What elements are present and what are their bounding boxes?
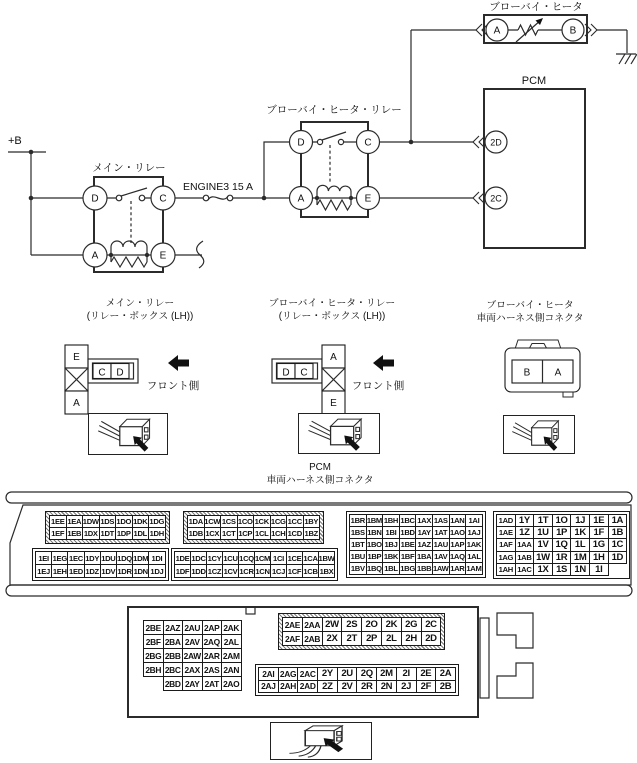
pin-1BM: 1BM <box>366 516 382 525</box>
pin-1DF: 1DF <box>174 564 191 578</box>
front-arrow-icon <box>168 355 189 371</box>
pcm-pin-block-3 <box>346 511 486 578</box>
pin-2AH: 2AH <box>278 680 299 694</box>
pin-2AQ: 2AQ <box>202 634 223 649</box>
pin-row <box>282 631 441 646</box>
harness-connector-photo-icon <box>298 413 380 454</box>
pin-1AK: 1AK <box>466 540 482 549</box>
pin-2AB: 2AB <box>302 631 323 646</box>
pin-1BQ: 1BQ <box>367 564 382 573</box>
bbh-relay-pin-e: E <box>364 193 372 205</box>
pin-1BU: 1BU <box>350 552 365 561</box>
pcm-pin-2d: 2D <box>490 137 502 148</box>
pin-2F: 2F <box>416 680 437 694</box>
pin-1DM: 1DM <box>132 551 149 565</box>
pin-1BX: 1BX <box>318 564 335 578</box>
pin-row <box>174 551 335 565</box>
pin-1BT: 1BT <box>349 538 367 551</box>
pin-1AG: 1AG <box>496 551 516 564</box>
pin-1I: 1I <box>589 563 609 576</box>
pin-2T: 2T <box>341 631 362 646</box>
pin-1G: 1G <box>589 538 609 551</box>
pin-1AV: 1AV <box>432 550 450 563</box>
housing-top-rail <box>6 492 632 503</box>
pin-2AA: 2AA <box>302 617 323 632</box>
pcm2-pin-block-right-bottom <box>255 664 459 696</box>
pin-1EE: 1EE <box>49 515 67 528</box>
pin-1AN: 1AN <box>450 516 465 525</box>
pcm-pin-block-1-bottom <box>32 548 169 581</box>
pin-1DI: 1DI <box>148 551 165 565</box>
pin-1AJ: 1AJ <box>465 526 483 539</box>
main-relay-connector-caption <box>54 298 226 323</box>
pin-1EA: 1EA <box>67 517 82 526</box>
resistor-icon <box>317 200 351 210</box>
pin-2AS: 2AS <box>202 662 223 677</box>
main-relay-connector-view <box>65 345 199 414</box>
pin-2AR: 2AR <box>202 648 223 663</box>
pin-2AP: 2AP <box>202 620 223 635</box>
harness-connector-photo-icon <box>503 415 575 454</box>
pin-1DK: 1DK <box>133 517 148 526</box>
pin-2BH: 2BH <box>143 662 164 677</box>
view-pin-d: D <box>116 367 124 379</box>
view-pin-d: D <box>282 367 290 379</box>
pcm2-pin-block-right-top <box>278 613 445 650</box>
pin-1W: 1W <box>533 551 553 564</box>
pin-1BS: 1BS <box>350 528 365 537</box>
pin-2AX: 2AX <box>182 662 203 677</box>
pin-1BR: 1BR <box>350 516 365 525</box>
pin-1EJ: 1EJ <box>35 564 52 578</box>
pin-1CV: 1CV <box>222 564 239 578</box>
pin-1DR: 1DR <box>116 564 133 578</box>
caption-line: 車両ハーネス側コネクタ <box>476 312 584 324</box>
pin-row <box>258 680 456 694</box>
front-arrow-icon <box>373 355 394 371</box>
pin-1BO: 1BO <box>367 540 382 549</box>
circuit-schematic <box>0 0 637 292</box>
pin-1P: 1P <box>552 526 572 539</box>
pin-2I: 2I <box>396 667 417 681</box>
pin-1CX: 1CX <box>205 529 220 538</box>
pin-2O: 2O <box>361 617 382 632</box>
pin-1AR: 1AR <box>450 564 465 573</box>
pin-1DN: 1DN <box>132 564 149 578</box>
pin-1CS: 1CS <box>221 517 236 526</box>
pin-1AQ: 1AQ <box>450 552 465 561</box>
main-relay-pin-c: C <box>159 193 167 205</box>
pin-1CG: 1CG <box>270 517 286 526</box>
pin-2AU: 2AU <box>182 620 203 635</box>
caption-line: メイン・リレー <box>105 298 175 309</box>
pin-1CD: 1CD <box>287 529 302 538</box>
pin-2X: 2X <box>322 631 343 646</box>
pin-1AL: 1AL <box>465 550 483 563</box>
resistor-icon <box>111 257 147 267</box>
pin-1BF: 1BF <box>399 550 417 563</box>
pin-2S: 2S <box>341 617 362 632</box>
pcm-label: PCM <box>521 75 547 87</box>
coil-icon <box>111 241 147 247</box>
fuse-label: ENGINE3 15 A <box>182 181 254 193</box>
power-label: +B <box>8 135 22 147</box>
pin-1CJ: 1CJ <box>270 564 287 578</box>
bbh-heater-pin-b: B <box>569 25 577 37</box>
harness-connector-photo-icon <box>88 413 168 455</box>
pin-1BZ: 1BZ <box>303 527 321 540</box>
pin-1BB: 1BB <box>417 564 432 573</box>
power-feed <box>8 135 83 255</box>
pin-1D: 1D <box>608 551 628 564</box>
pin-1X: 1X <box>533 563 553 576</box>
pin-1AM: 1AM <box>466 564 482 573</box>
pin-1BL: 1BL <box>382 562 400 575</box>
pin-1DQ: 1DQ <box>116 551 133 565</box>
pin-1DE: 1DE <box>174 551 191 565</box>
pin-1EH: 1EH <box>51 564 68 578</box>
caption-line: 車両ハーネス側コネクタ <box>266 474 374 486</box>
pin-2B: 2B <box>435 680 456 694</box>
pin-1AC: 1AC <box>515 563 535 576</box>
pin-2A: 2A <box>435 667 456 681</box>
pin-1CT: 1CT <box>220 527 238 540</box>
bbh-relay-pin-d: D <box>297 137 305 149</box>
fuse-icon <box>208 196 228 200</box>
pin-1L: 1L <box>570 538 590 551</box>
pin-2AI: 2AI <box>258 667 279 681</box>
pin-1O: 1O <box>552 514 572 527</box>
caption-line: (リレー・ボックス (LH)) <box>86 310 194 322</box>
caption-line: ブローバイ・ヒータ <box>486 300 574 311</box>
bbh-heater <box>476 1 637 64</box>
pin-1AA: 1AA <box>515 538 535 551</box>
pin-2W: 2W <box>322 617 343 632</box>
pin-1BD: 1BD <box>400 528 415 537</box>
pin-1DW: 1DW <box>82 517 99 526</box>
pin-1DT: 1DT <box>99 527 117 540</box>
pin-1AS: 1AS <box>433 516 448 525</box>
pin-2AN: 2AN <box>221 662 242 677</box>
pin-1A: 1A <box>608 514 628 527</box>
bbh-relay-connector-view <box>272 345 404 414</box>
pin-2L: 2L <box>381 631 402 646</box>
pin-1CL: 1CL <box>253 527 271 540</box>
pin-1U: 1U <box>533 526 553 539</box>
pin-1CU: 1CU <box>222 551 239 565</box>
pin-1BP: 1BP <box>367 552 382 561</box>
coil-icon <box>317 185 351 191</box>
pin-1Q: 1Q <box>552 538 572 551</box>
pin-1BC: 1BC <box>400 516 415 525</box>
pin-1CZ: 1CZ <box>206 564 223 578</box>
pin-row <box>349 562 483 575</box>
pcm-pin-2c: 2C <box>490 193 502 204</box>
pin-1Z: 1Z <box>515 526 535 539</box>
pin-1EI: 1EI <box>35 551 52 565</box>
bbh-relay-label: ブローバイ・ヒータ・リレー <box>266 104 402 116</box>
pin-2AY: 2AY <box>182 676 203 691</box>
pin-2BC: 2BC <box>163 662 184 677</box>
heater-element-icon <box>518 25 538 35</box>
pin-1CA: 1CA <box>302 551 319 565</box>
pin-1BV: 1BV <box>350 564 365 573</box>
mounting-tab <box>497 613 533 648</box>
view-pin-a: A <box>73 398 80 409</box>
pin-1E: 1E <box>589 514 609 527</box>
pin-1B: 1B <box>608 526 628 539</box>
pin-1AH: 1AH <box>496 563 516 576</box>
pin-2BF: 2BF <box>143 634 164 649</box>
bbh-heater-connector-view <box>505 340 580 397</box>
pin-1AZ: 1AZ <box>415 538 433 551</box>
pin-2AG: 2AG <box>278 667 299 681</box>
housing-notch <box>246 607 255 614</box>
pin-1CK: 1CK <box>254 517 269 526</box>
housing-bottom-rail <box>6 585 632 596</box>
pin-2AZ: 2AZ <box>163 620 184 635</box>
pin-1DS: 1DS <box>100 517 115 526</box>
bbh-relay-pin-c: C <box>364 137 372 149</box>
view-pin-e: E <box>73 352 80 363</box>
pin-2R: 2R <box>356 680 377 694</box>
main-relay-pin-e: E <box>159 250 167 262</box>
pin-1DJ: 1DJ <box>148 564 165 578</box>
pin-2E: 2E <box>416 667 437 681</box>
pin-2Y: 2Y <box>317 667 338 681</box>
pin-1BK: 1BK <box>383 552 399 561</box>
pin-1DP: 1DP <box>116 529 131 538</box>
pin-1AU: 1AU <box>433 540 448 549</box>
pin-1CQ: 1CQ <box>238 551 255 565</box>
pin-1CM: 1CM <box>254 551 271 565</box>
pcm-pin-block-1-top <box>45 511 170 544</box>
pin-1DX: 1DX <box>83 529 98 538</box>
pin-row <box>143 634 242 649</box>
harness-connector-photo-icon <box>270 722 372 760</box>
pin-1EB: 1EB <box>67 529 82 538</box>
main-relay-pin-a: A <box>91 250 99 262</box>
pin-1CC: 1CC <box>287 517 302 526</box>
pin-2AM: 2AM <box>221 648 242 663</box>
pin-1S: 1S <box>552 563 572 576</box>
pin-1J: 1J <box>570 514 590 527</box>
pin-row <box>282 617 441 632</box>
front-side-label: フロント側 <box>146 380 200 392</box>
pin-row <box>496 563 627 576</box>
pin-2J: 2J <box>396 680 417 694</box>
pin-2AF: 2AF <box>282 631 303 646</box>
mounting-tab <box>497 663 533 698</box>
main-relay-pin-d: D <box>91 193 99 205</box>
pin-2BA: 2BA <box>163 634 184 649</box>
pin-1AD: 1AD <box>496 514 516 527</box>
bbh-heater-pin-a: A <box>493 25 501 37</box>
pin-1DY: 1DY <box>84 551 101 565</box>
housing-side-strip <box>480 618 489 698</box>
pin-row <box>258 667 456 681</box>
pin-1AB: 1AB <box>515 551 535 564</box>
view-pin-a: A <box>554 367 562 379</box>
bbh-heater-label: ブローバイ・ヒータ <box>489 1 583 13</box>
caption-line: (リレー・ボックス (LH)) <box>278 310 386 322</box>
pin-row <box>187 527 320 540</box>
pin-1CE: 1CE <box>286 551 303 565</box>
pin-1AO: 1AO <box>450 528 465 537</box>
pcm2-pin-block-left <box>143 620 242 691</box>
pin-2AK: 2AK <box>221 620 242 635</box>
pin-1AI: 1AI <box>465 514 483 527</box>
pin-2BB: 2BB <box>163 648 184 663</box>
pin-1CP: 1CP <box>238 529 253 538</box>
pcm-pin-block-4 <box>493 511 630 579</box>
pcm <box>473 75 585 248</box>
pin-1DO: 1DO <box>116 517 132 526</box>
pin-row <box>143 676 242 691</box>
pin-1EC: 1EC <box>67 551 84 565</box>
pin-1DB: 1DB <box>188 529 203 538</box>
pin-1DA: 1DA <box>188 517 203 526</box>
pin-1H: 1H <box>589 551 609 564</box>
ground-icon <box>616 54 637 64</box>
pin-1AX: 1AX <box>417 516 432 525</box>
pin-1EG: 1EG <box>51 551 68 565</box>
pin-2AW: 2AW <box>182 648 203 663</box>
pin-row <box>143 662 242 677</box>
pin-row <box>174 564 335 578</box>
pin-1BH: 1BH <box>383 516 399 525</box>
bbh-relay-pin-a: A <box>297 193 305 205</box>
fuse <box>175 181 289 201</box>
view-pin-b: B <box>523 367 531 379</box>
view-pin-c: C <box>98 367 106 379</box>
pin-1DL: 1DL <box>132 527 150 540</box>
pin-1AP: 1AP <box>450 540 465 549</box>
pin-1BY: 1BY <box>304 517 319 526</box>
pin-1DH: 1DH <box>149 529 164 538</box>
pin-2Q: 2Q <box>356 667 377 681</box>
front-side-label: フロント側 <box>351 380 405 392</box>
pin-2K: 2K <box>381 617 402 632</box>
pin-1F: 1F <box>589 526 609 539</box>
pin-1CH: 1CH <box>271 529 286 538</box>
pin-2C: 2C <box>421 617 442 632</box>
pin-1BI: 1BI <box>382 526 400 539</box>
caption-line: PCM <box>309 462 331 473</box>
pin-1ED: 1ED <box>67 564 84 578</box>
pin-row <box>143 620 242 635</box>
pin-1BE: 1BE <box>400 540 415 549</box>
pin-1BA: 1BA <box>417 552 432 561</box>
pin-1CY: 1CY <box>206 551 223 565</box>
pin-1M: 1M <box>570 551 590 564</box>
view-pin-a: A <box>330 352 337 363</box>
pin-1BJ: 1BJ <box>382 538 400 551</box>
pin-row <box>49 527 166 540</box>
pin-2AL: 2AL <box>221 634 242 649</box>
pin-2P: 2P <box>361 631 382 646</box>
pin-1CF: 1CF <box>286 564 303 578</box>
pcm-connector-caption <box>235 462 405 487</box>
pin-2AT: 2AT <box>202 676 223 691</box>
pin-2AC: 2AC <box>297 667 318 681</box>
pcm-pin-block-2-top <box>183 511 324 544</box>
pin-1CW: 1CW <box>204 517 221 526</box>
pin-1BN: 1BN <box>367 528 382 537</box>
pin-1DV: 1DV <box>100 564 117 578</box>
pin-1K: 1K <box>570 526 590 539</box>
bbh-relay <box>264 104 402 217</box>
pin-1AY: 1AY <box>415 526 433 539</box>
pin-row <box>35 564 166 578</box>
pin-1AT: 1AT <box>432 526 450 539</box>
pcm-pin-block-2-bottom <box>171 548 338 581</box>
pin-2Z: 2Z <box>317 680 338 694</box>
pin-1CN: 1CN <box>254 564 271 578</box>
pin-2N: 2N <box>376 680 397 694</box>
pin-1N: 1N <box>570 563 590 576</box>
pin-2BD: 2BD <box>163 676 184 691</box>
pin-1DZ: 1DZ <box>84 564 101 578</box>
pin-1BW: 1BW <box>318 551 335 565</box>
main-relay-label: メイン・リレー <box>92 162 166 174</box>
pin-row <box>143 648 242 663</box>
caption-line: ブローバイ・ヒータ・リレー <box>268 298 396 309</box>
pin-1C: 1C <box>608 538 628 551</box>
pin-2M: 2M <box>376 667 397 681</box>
pin-2AD: 2AD <box>297 680 318 694</box>
pin-2BE: 2BE <box>143 620 164 635</box>
main-relay <box>83 162 204 272</box>
view-pin-c: C <box>300 367 308 379</box>
pin-2H: 2H <box>401 631 422 646</box>
bbh-heater-connector-caption <box>444 300 616 325</box>
pin-1Y: 1Y <box>515 514 535 527</box>
pin-1CR: 1CR <box>238 564 255 578</box>
pin-2G: 2G <box>401 617 422 632</box>
pin-1CO: 1CO <box>237 517 253 526</box>
pin-1AE: 1AE <box>496 526 516 539</box>
pin-1CB: 1CB <box>302 564 319 578</box>
pin-2AJ: 2AJ <box>258 680 279 694</box>
pin-1BG: 1BG <box>400 564 415 573</box>
pin-1DC: 1DC <box>190 551 207 565</box>
pin-1CI: 1CI <box>270 551 287 565</box>
pin-1EF: 1EF <box>49 527 67 540</box>
pin-1DD: 1DD <box>190 564 207 578</box>
pin-1T: 1T <box>533 514 553 527</box>
pin-2BG: 2BG <box>143 648 164 663</box>
pin-1V: 1V <box>533 538 553 551</box>
pin-1AF: 1AF <box>496 538 516 551</box>
pin-2D: 2D <box>421 631 442 646</box>
pin-2AV: 2AV <box>182 634 203 649</box>
switch-blade-icon <box>322 132 346 140</box>
pin-1DG: 1DG <box>149 517 165 526</box>
connector-views <box>0 338 637 422</box>
pin-2V: 2V <box>337 680 358 694</box>
pin-2AE: 2AE <box>282 617 303 632</box>
pin-2U: 2U <box>337 667 358 681</box>
pin-2AO: 2AO <box>221 676 242 691</box>
bbh-relay-connector-caption <box>246 298 418 323</box>
pin-1R: 1R <box>552 551 572 564</box>
pin-row <box>35 551 166 565</box>
view-pin-e: E <box>330 398 337 409</box>
pin-1AW: 1AW <box>432 564 449 573</box>
pin-1DU: 1DU <box>100 551 117 565</box>
